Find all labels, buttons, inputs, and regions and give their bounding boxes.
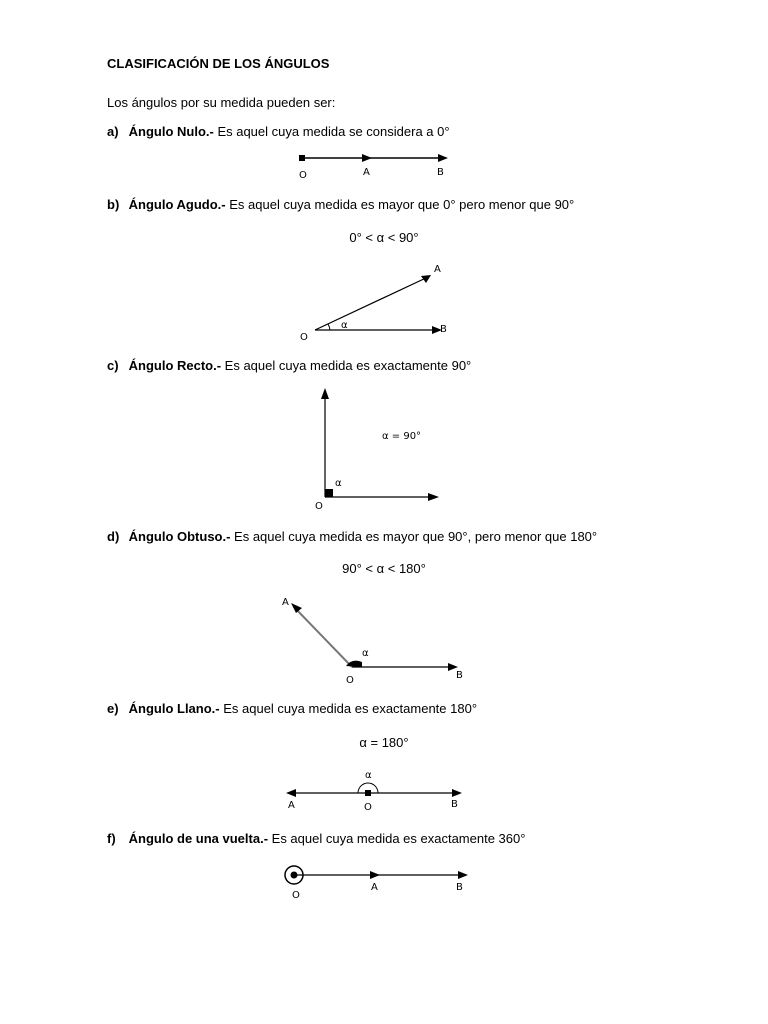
figure-llano bbox=[0, 765, 768, 815]
arrow-head bbox=[291, 603, 302, 613]
ray-oa bbox=[315, 277, 428, 330]
measure-label: α = 90° bbox=[382, 431, 422, 442]
arrow-head bbox=[370, 871, 380, 879]
page-title: CLASIFICACIÓN DE LOS ÁNGULOS bbox=[107, 56, 330, 71]
angle-label: α bbox=[341, 320, 348, 331]
item-desc: Es aquel cuya medida es exactamente 90° bbox=[221, 358, 472, 373]
item-label: b) bbox=[107, 197, 120, 212]
arrow-head bbox=[428, 493, 439, 501]
point-label-b: B bbox=[437, 167, 444, 178]
item-desc: Es aquel cuya medida es mayor que 90°, pero menor que 180° bbox=[230, 529, 598, 544]
item-llano bbox=[107, 701, 477, 717]
point-label-o: O bbox=[346, 675, 354, 686]
item-obtuso bbox=[107, 529, 597, 545]
vertex-point bbox=[291, 872, 298, 879]
item-agudo bbox=[107, 197, 574, 213]
item-label: e) bbox=[107, 701, 119, 716]
item-recto bbox=[107, 358, 471, 374]
intro-text: Los ángulos por su medida pueden ser: bbox=[107, 95, 336, 110]
point-label-b: B bbox=[451, 799, 458, 810]
item-name: Ángulo Agudo.- bbox=[128, 197, 226, 212]
point-label-o: O bbox=[299, 170, 307, 181]
point-label-o: O bbox=[364, 802, 372, 813]
formula-llano: α = 180° bbox=[359, 735, 409, 750]
item-label: c) bbox=[107, 358, 119, 373]
angle-label: α bbox=[335, 478, 342, 489]
figure-agudo bbox=[0, 258, 768, 348]
point-label-a: A bbox=[363, 167, 370, 178]
point-label-o: O bbox=[292, 890, 300, 901]
point-label-a: A bbox=[288, 800, 295, 811]
angle-label: α bbox=[365, 770, 372, 781]
arrow-head bbox=[458, 871, 468, 879]
figure-obtuso bbox=[0, 588, 768, 688]
formula-obtuso: 90° < α < 180° bbox=[342, 561, 426, 576]
item-name: Ángulo Llano.- bbox=[128, 701, 220, 716]
figure-vuelta bbox=[0, 860, 768, 905]
point-label-b: B bbox=[456, 670, 463, 681]
item-label: f) bbox=[107, 831, 116, 846]
figure-nulo bbox=[0, 145, 768, 185]
arrow-head bbox=[452, 789, 462, 797]
item-nulo bbox=[107, 124, 450, 140]
angle-label: α bbox=[362, 648, 369, 659]
item-desc: Es aquel cuya medida es exactamente 180° bbox=[219, 701, 478, 716]
point-label-a: A bbox=[282, 597, 289, 608]
point-label-a: A bbox=[434, 264, 441, 275]
item-name: Ángulo Nulo.- bbox=[128, 124, 214, 139]
item-label: a) bbox=[107, 124, 119, 139]
item-vuelta bbox=[107, 831, 525, 847]
point-label-b: B bbox=[440, 324, 447, 335]
ray-oa bbox=[294, 607, 352, 667]
arrow-head bbox=[362, 154, 372, 162]
item-name: Ángulo Obtuso.- bbox=[128, 529, 231, 544]
angle-arc bbox=[346, 661, 362, 667]
angle-arc bbox=[328, 324, 330, 330]
item-desc: Es aquel cuya medida se considera a 0° bbox=[213, 124, 450, 139]
item-desc: Es aquel cuya medida es exactamente 360° bbox=[268, 831, 526, 846]
point-label-b: B bbox=[456, 882, 463, 893]
point-label-a: A bbox=[371, 882, 378, 893]
arrow-head bbox=[286, 789, 296, 797]
vertex-point bbox=[365, 790, 371, 796]
arrow-head bbox=[321, 388, 329, 399]
point-label-o: O bbox=[300, 332, 308, 343]
item-name: Ángulo de una vuelta.- bbox=[128, 831, 269, 846]
item-label: d) bbox=[107, 529, 120, 544]
right-angle-mark bbox=[325, 489, 333, 497]
item-name: Ángulo Recto.- bbox=[128, 358, 222, 373]
figure-recto bbox=[0, 385, 768, 515]
arrow-head bbox=[438, 154, 448, 162]
formula-agudo: 0° < α < 90° bbox=[349, 230, 419, 245]
vertex-point bbox=[299, 155, 305, 161]
point-label-o: O bbox=[315, 501, 323, 512]
item-desc: Es aquel cuya medida es mayor que 0° pero menor que 90° bbox=[225, 197, 575, 212]
